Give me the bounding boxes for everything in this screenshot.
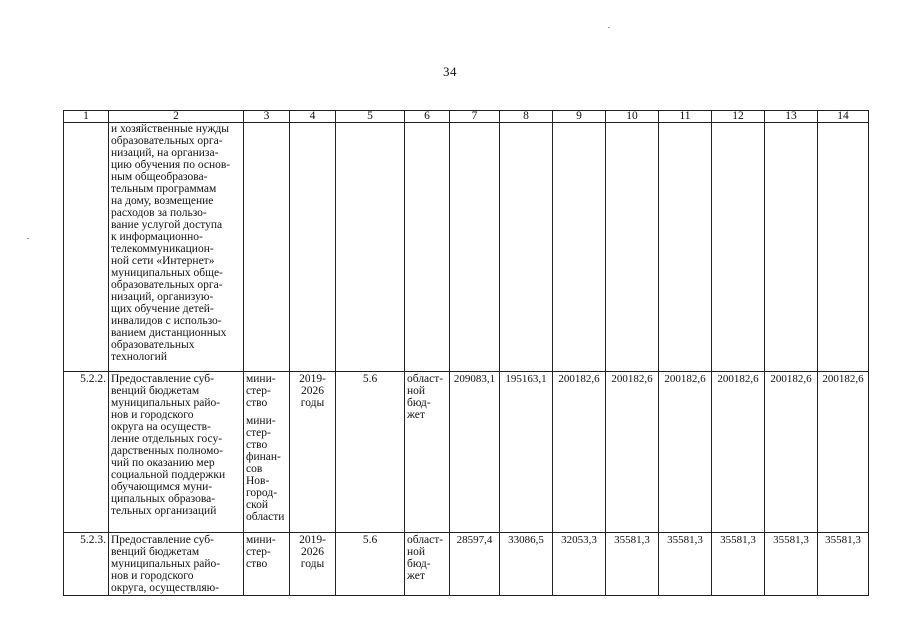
row-value: 35581,3 (606, 533, 659, 596)
row-value (553, 123, 606, 372)
column-header: 5 (336, 111, 405, 123)
row-period: 2019- 2026 годы (290, 372, 336, 533)
row-executor: мини- стер- ство (246, 373, 276, 409)
row-description: и хозяйственные нужды образовательных орга- низаций, на организа- цию обучения по основ- ным общеобразова- тельным программам на дому, возмещение расходов за пользо- вание услугой доступа к информационно- телекоммуникацион- ной сети «Интернет» муниципальных обще- образовательных орга- низаций, организую- щих обучение детей- инвалидов с использо- ванием дистанционных образовательных технологий (109, 123, 244, 372)
row-source: област- ной бюд- жет (405, 372, 450, 533)
row-value (818, 123, 869, 372)
row-value (606, 123, 659, 372)
budget-table (63, 110, 869, 596)
row-code (64, 123, 109, 372)
row-value: 32053,3 (553, 533, 606, 596)
row-code: 5.2.2. (64, 372, 109, 533)
row-executor (244, 123, 290, 372)
column-header: 7 (450, 111, 500, 123)
column-header: 1 (64, 111, 109, 123)
row-target: 5.6 (336, 372, 405, 533)
table-row (64, 372, 869, 533)
row-source (405, 123, 450, 372)
row-value: 200182,6 (553, 372, 606, 533)
row-value (450, 123, 500, 372)
column-header: 6 (405, 111, 450, 123)
row-value (659, 123, 712, 372)
table-row (64, 123, 869, 372)
row-value (765, 123, 818, 372)
column-header: 4 (290, 111, 336, 123)
row-executors (244, 372, 290, 533)
row-value: 35581,3 (712, 533, 765, 596)
row-executor: мини- стер- ство финан- сов Нов- город- ской области (246, 415, 285, 523)
column-header: 2 (109, 111, 244, 123)
column-header: 3 (244, 111, 290, 123)
column-header: 14 (818, 111, 869, 123)
column-header: 11 (659, 111, 712, 123)
row-value: 35581,3 (659, 533, 712, 596)
scan-speck (608, 27, 610, 28)
row-value: 200182,6 (765, 372, 818, 533)
table-row (64, 533, 869, 596)
scan-speck (27, 238, 29, 239)
row-value: 200182,6 (606, 372, 659, 533)
column-number-row (64, 111, 869, 123)
column-header: 13 (765, 111, 818, 123)
row-value (500, 123, 553, 372)
row-value (712, 123, 765, 372)
row-executor: мини- стер- ство (244, 533, 290, 596)
row-code: 5.2.3. (64, 533, 109, 596)
row-value: 200182,6 (712, 372, 765, 533)
column-header: 10 (606, 111, 659, 123)
row-value: 35581,3 (818, 533, 869, 596)
row-value: 33086,5 (500, 533, 553, 596)
row-period (290, 123, 336, 372)
row-period: 2019- 2026 годы (290, 533, 336, 596)
row-description: Предоставление суб- венций бюджетам муниципальных райо- нов и городского округа на осуществ- ление отдельных госу- дарственных полномо- чий по оказанию мер социальной поддержки обучающимся муни- ципальных образова- тельных организаций (109, 372, 244, 533)
row-value: 28597,4 (450, 533, 500, 596)
row-value: 209083,1 (450, 372, 500, 533)
page-number: 34 (443, 64, 457, 79)
row-value: 195163,1 (500, 372, 553, 533)
row-value: 35581,3 (765, 533, 818, 596)
row-description: Предоставление суб- венций бюджетам муниципальных райо- нов и городского округа, осуществляю- (109, 533, 244, 596)
column-header: 12 (712, 111, 765, 123)
row-value: 200182,6 (818, 372, 869, 533)
column-header: 8 (500, 111, 553, 123)
row-target (336, 123, 405, 372)
row-value: 200182,6 (659, 372, 712, 533)
column-header: 9 (553, 111, 606, 123)
row-source: област- ной бюд- жет (405, 533, 450, 596)
row-target: 5.6 (336, 533, 405, 596)
